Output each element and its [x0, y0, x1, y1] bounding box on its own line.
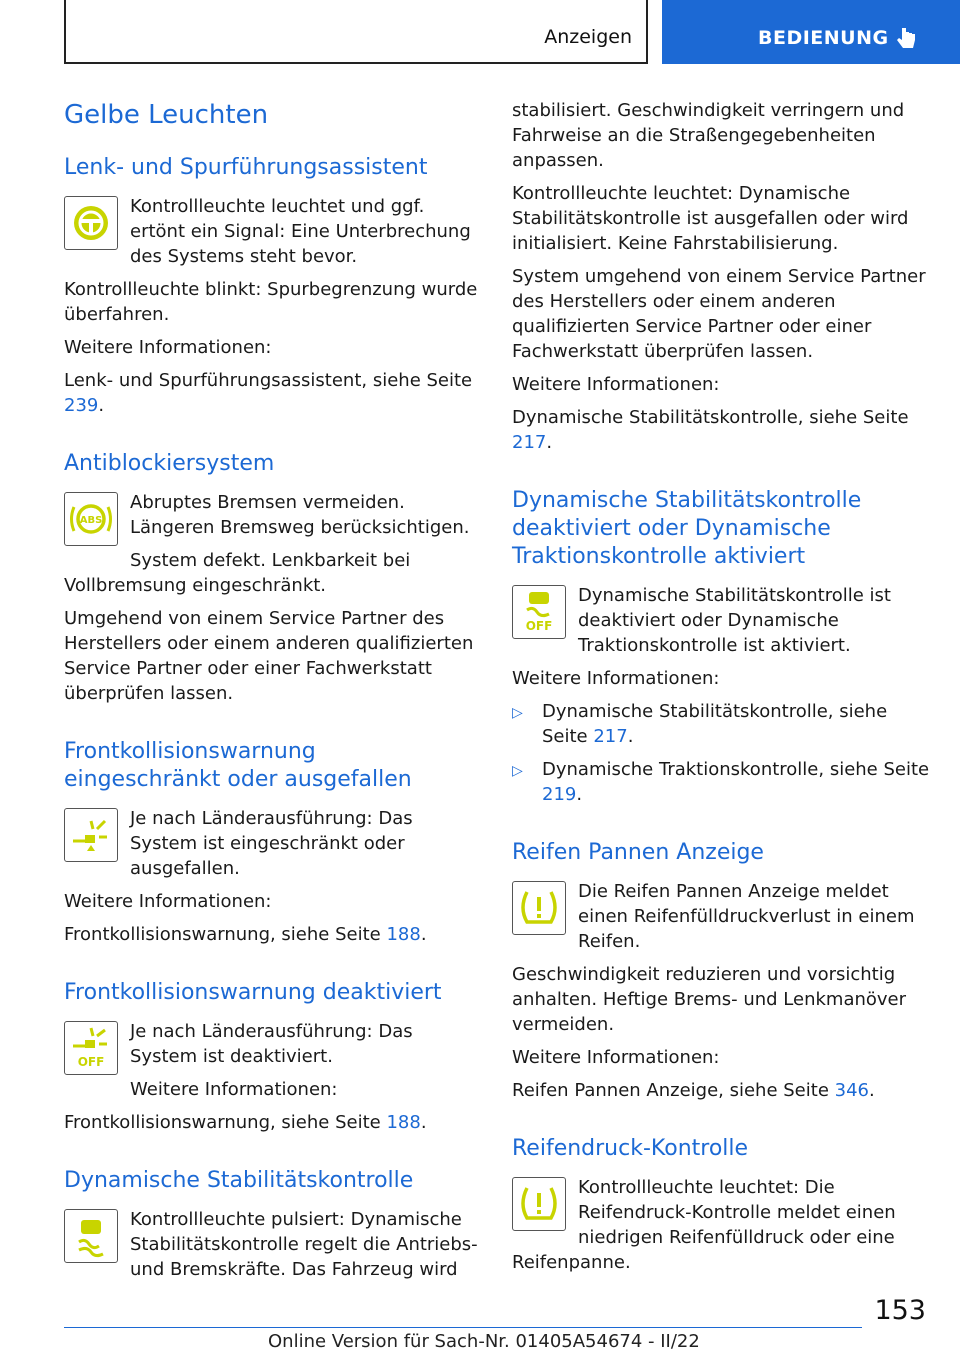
left-column: [64, 98, 479, 1314]
reference-text: Reifen Pannen Anzeige, siehe Seite: [512, 1080, 835, 1101]
page-link[interactable]: 217: [512, 432, 547, 453]
text: Dynamische Stabilitätskontrolle ist deaktiviert oder Dynamische Traktionskontrolle ist aktiviert.: [578, 585, 891, 656]
header-section-label: Anzeigen: [544, 26, 632, 48]
steering-wheel-icon: [64, 196, 118, 250]
reference-text: Frontkollisionswarnung, siehe Seite: [64, 924, 387, 945]
section-front2: [64, 979, 479, 1135]
section-abs: [64, 450, 479, 706]
off-icon-text: OFF: [77, 1055, 105, 1069]
collision-warning-off-icon: [64, 1021, 118, 1075]
reference-text: Dynamische Traktionskontrolle, siehe Seite: [542, 759, 930, 780]
page-reference: Lenk- und Spurführungsassistent, siehe Seite 239.: [64, 370, 473, 416]
tire-warning-icon: [512, 881, 566, 935]
tire-pressure-icon: [512, 1177, 566, 1231]
page-reference: Frontkollisionswarnung, siehe Seite 188.: [64, 924, 427, 945]
reference-text: Lenk- und Spurführungsassistent, siehe Seite: [64, 370, 473, 391]
text: Weitere Informationen:: [512, 668, 720, 689]
collision-warning-icon: [64, 808, 118, 862]
pointing-hand-icon: [894, 26, 918, 54]
section-title: Dynamische Stabilitätskontrolle deaktiviert oder Dynamische Traktionskontrolle aktiviert: [512, 488, 862, 569]
header-section-box: [64, 0, 648, 64]
text: Kontrollleuchte blinkt: Spurbegrenzung wurde überfahren.: [64, 279, 478, 325]
text: Abruptes Bremsen vermeiden. Längeren Bremsweg berücksichtigen.: [130, 492, 470, 538]
section-rdk: [512, 1135, 932, 1275]
page-reference: Reifen Pannen Anzeige, siehe Seite 346.: [512, 1080, 875, 1101]
text: Je nach Länderausführung: Das System ist eingeschränkt oder ausgefallen.: [130, 808, 413, 879]
page-link[interactable]: 217: [593, 726, 628, 747]
section-dsc-off: [512, 487, 932, 807]
reference-text: Frontkollisionswarnung, siehe Seite: [64, 1112, 387, 1133]
section-title: Antiblockiersystem: [64, 451, 275, 476]
text: Kontrollleuchte leuchtet: Die Reifendruck-Kontrolle meldet einen niedrigen Reifenfülldruck oder eine Reifenpanne.: [512, 1177, 896, 1273]
text: Je nach Länderausführung: Das System ist deaktiviert.: [130, 1021, 413, 1067]
list-item: ▷ Dynamische Traktionskontrolle, siehe Seite 219.: [512, 759, 930, 805]
text: Umgehend von einem Service Partner des Herstellers oder einem anderen qualifizierten Service Partner oder einer Fachwerkstatt überprüfen lassen.: [64, 608, 474, 704]
text: System umgehend von einem Service Partner des Herstellers oder einem anderen qualifizierten Service Partner oder einer Fachwerkstatt überprüfen lassen.: [512, 266, 926, 362]
header-chapter-box: [662, 0, 960, 64]
page-link[interactable]: 346: [834, 1080, 869, 1101]
abs-icon-text: ABS: [79, 515, 103, 526]
section-lenk: [64, 154, 479, 418]
section-front1: [64, 738, 479, 947]
text: Weitere Informationen:: [512, 374, 720, 395]
footer-divider: [64, 1327, 862, 1328]
page-title: Gelbe Leuchten: [64, 100, 269, 130]
section-title: Reifendruck-Kontrolle: [512, 1136, 749, 1161]
page-number: 153: [874, 1295, 926, 1326]
header-chapter-label: BEDIENUNG: [758, 27, 889, 49]
section-dsc-continued: [512, 98, 932, 455]
text: Kontrollleuchte leuchtet und ggf. ertönt ein Signal: Eine Unterbrechung des Systems steht bevor.: [130, 196, 471, 267]
page-reference: Frontkollisionswarnung, siehe Seite 188.: [64, 1112, 427, 1133]
page-reference: Dynamische Stabilitätskontrolle, siehe Seite 217.: [512, 407, 909, 453]
section-title: Dynamische Stabilitätskontrolle: [64, 1168, 414, 1193]
list-item: ▷ Dynamische Stabilitätskontrolle, siehe Seite 217.: [512, 701, 888, 747]
text: Weitere Informationen:: [64, 891, 272, 912]
stability-off-icon: [512, 585, 566, 639]
right-column: [512, 98, 932, 1307]
text: Weitere Informationen:: [130, 1079, 338, 1100]
off-icon-text: OFF: [525, 619, 553, 633]
reference-text: Dynamische Stabilitätskontrolle, siehe Seite: [512, 407, 909, 428]
footer-text: Online Version für Sach-Nr. 01405A54674 - II/22: [268, 1331, 700, 1352]
page-link[interactable]: 188: [386, 1112, 421, 1133]
text: stabilisiert. Geschwindigkeit verringern und Fahrweise an die Straßengegebenheiten anpassen.: [512, 100, 905, 171]
text: Kontrollleuchte leuchtet: Dynamische Stabilitätskontrolle ist ausgefallen oder wird initialisiert. Keine Fahrstabilisierung.: [512, 183, 909, 254]
text: Geschwindigkeit reduzieren und vorsichtig anhalten. Heftige Brems- und Lenkmanöver vermeiden.: [512, 964, 907, 1035]
page-link[interactable]: 188: [386, 924, 421, 945]
text: System defekt. Lenkbarkeit bei Vollbremsung eingeschränkt.: [64, 550, 411, 596]
reference-text: Dynamische Stabilitätskontrolle, siehe Seite: [542, 701, 888, 747]
section-dsc: [64, 1167, 479, 1282]
page-link[interactable]: 219: [542, 784, 577, 805]
triangle-bullet-icon: ▷: [512, 705, 523, 721]
page-link[interactable]: 239: [64, 395, 99, 416]
section-title: Frontkollisionswarnung deaktiviert: [64, 980, 442, 1005]
section-pannen: [512, 839, 932, 1103]
section-title: Frontkollisionswarnung eingeschränkt oder ausgefallen: [64, 739, 412, 792]
section-title: Reifen Pannen Anzeige: [512, 840, 764, 865]
section-title: Lenk- und Spurführungsassistent: [64, 155, 428, 180]
stability-control-icon: [64, 1209, 118, 1263]
triangle-bullet-icon: ▷: [512, 763, 523, 779]
abs-icon: [64, 492, 118, 546]
reference-list: [512, 699, 932, 807]
text: Kontrollleuchte pulsiert: Dynamische Stabilitätskontrolle regelt die Antriebs- und Bremskräfte. Das Fahrzeug wird: [130, 1209, 478, 1280]
text: Die Reifen Pannen Anzeige meldet einen Reifenfülldruckverlust in einem Reifen.: [578, 881, 915, 952]
text: Weitere Informationen:: [64, 337, 272, 358]
text: Weitere Informationen:: [512, 1047, 720, 1068]
